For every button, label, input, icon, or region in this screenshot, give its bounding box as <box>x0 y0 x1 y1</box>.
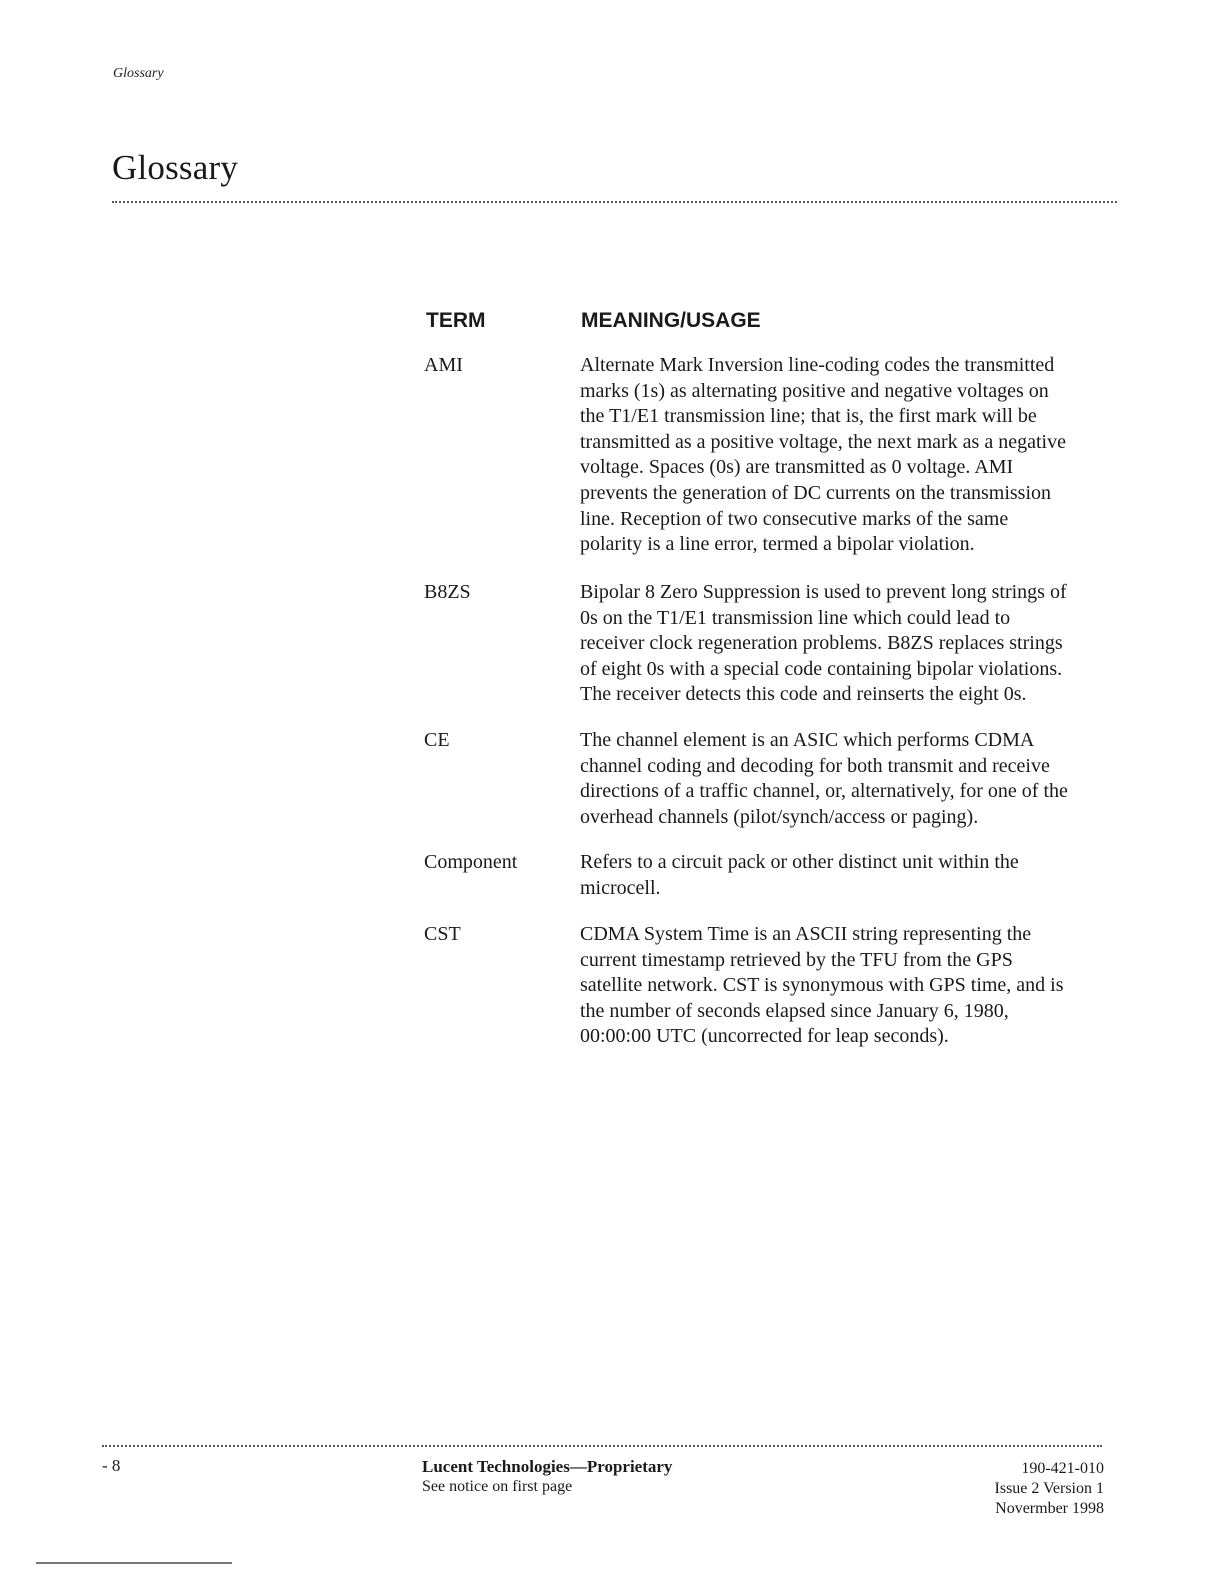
meaning-line: 00:00:00 UTC (uncorrected for leap seconds). <box>580 1025 949 1048</box>
glossary-term: CST <box>424 923 461 945</box>
title-divider <box>112 201 1117 203</box>
glossary-meaning <box>580 728 1115 830</box>
meaning-line: transmitted as a positive voltage, the next mark as a negative <box>580 430 1066 453</box>
glossary-term: B8ZS <box>424 581 471 603</box>
column-header-term: TERM <box>426 309 486 332</box>
glossary-term: Component <box>424 851 518 873</box>
meaning-line: The channel element is an ASIC which performs CDMA <box>580 729 1035 751</box>
column-header-meaning: MEANING/USAGE <box>581 309 761 332</box>
scan-edge-mark <box>36 1562 232 1564</box>
meaning-line: CDMA System Time is an ASCII string representing the <box>580 923 1032 945</box>
meaning-line: Bipolar 8 Zero Suppression is used to prevent long strings of <box>580 581 1067 603</box>
proprietary-notice: See notice on first page <box>422 1478 573 1495</box>
glossary-meaning <box>580 580 1115 708</box>
glossary-term: CE <box>424 729 450 751</box>
meaning-line: receiver clock regeneration problems. B8ZS replaces strings <box>580 632 1063 655</box>
meaning-line: line. Reception of two consecutive marks of the same <box>580 507 1009 530</box>
meaning-line: Alternate Mark Inversion line-coding codes the transmitted <box>580 354 1055 376</box>
meaning-line: directions of a traffic channel, or, alternatively, for one of the <box>580 780 1068 803</box>
issue-date: Novermber 1998 <box>995 1500 1104 1517</box>
meaning-line: overhead channels (pilot/synch/access or paging). <box>580 805 979 828</box>
meaning-line: polarity is a line error, termed a bipolar violation. <box>580 533 975 556</box>
meaning-line: the T1/E1 transmission line; that is, the first mark will be <box>580 405 1037 428</box>
issue-version: Issue 2 Version 1 <box>994 1480 1104 1497</box>
meaning-line: 0s on the T1/E1 transmission line which could lead to <box>580 606 1011 629</box>
meaning-line: The receiver detects this code and reinserts the eight 0s. <box>580 683 1027 706</box>
glossary-meaning <box>580 850 1115 901</box>
meaning-line: prevents the generation of DC currents on the transmission <box>580 481 1051 504</box>
page-title: Glossary <box>112 148 239 187</box>
footer-doc-info <box>995 1459 1104 1519</box>
running-head: Glossary <box>113 66 164 81</box>
footer-company-block <box>422 1457 672 1497</box>
document-number: 190-421-010 <box>1021 1460 1104 1477</box>
meaning-line: marks (1s) as alternating positive and negative voltages on <box>580 379 1049 402</box>
meaning-line: Refers to a circuit pack or other distinct unit within the <box>580 851 1019 873</box>
meaning-line: microcell. <box>580 876 661 899</box>
meaning-line: the number of seconds elapsed since January 6, 1980, <box>580 999 1009 1022</box>
meaning-line: channel coding and decoding for both transmit and receive <box>580 754 1050 777</box>
glossary-meaning <box>580 353 1115 558</box>
meaning-line: current timestamp retrieved by the TFU from the GPS <box>580 948 1013 971</box>
company-name: Lucent Technologies—Proprietary <box>422 1457 673 1476</box>
glossary-term: AMI <box>424 354 463 376</box>
meaning-line: satellite network. CST is synonymous with GPS time, and is <box>580 974 1064 997</box>
meaning-line: voltage. Spaces (0s) are transmitted as 0 voltage. AMI <box>580 456 1014 479</box>
footer-divider <box>102 1445 1102 1447</box>
meaning-line: of eight 0s with a special code containing bipolar violations. <box>580 657 1063 680</box>
page-number: - 8 <box>102 1456 121 1475</box>
glossary-meaning <box>580 922 1115 1050</box>
